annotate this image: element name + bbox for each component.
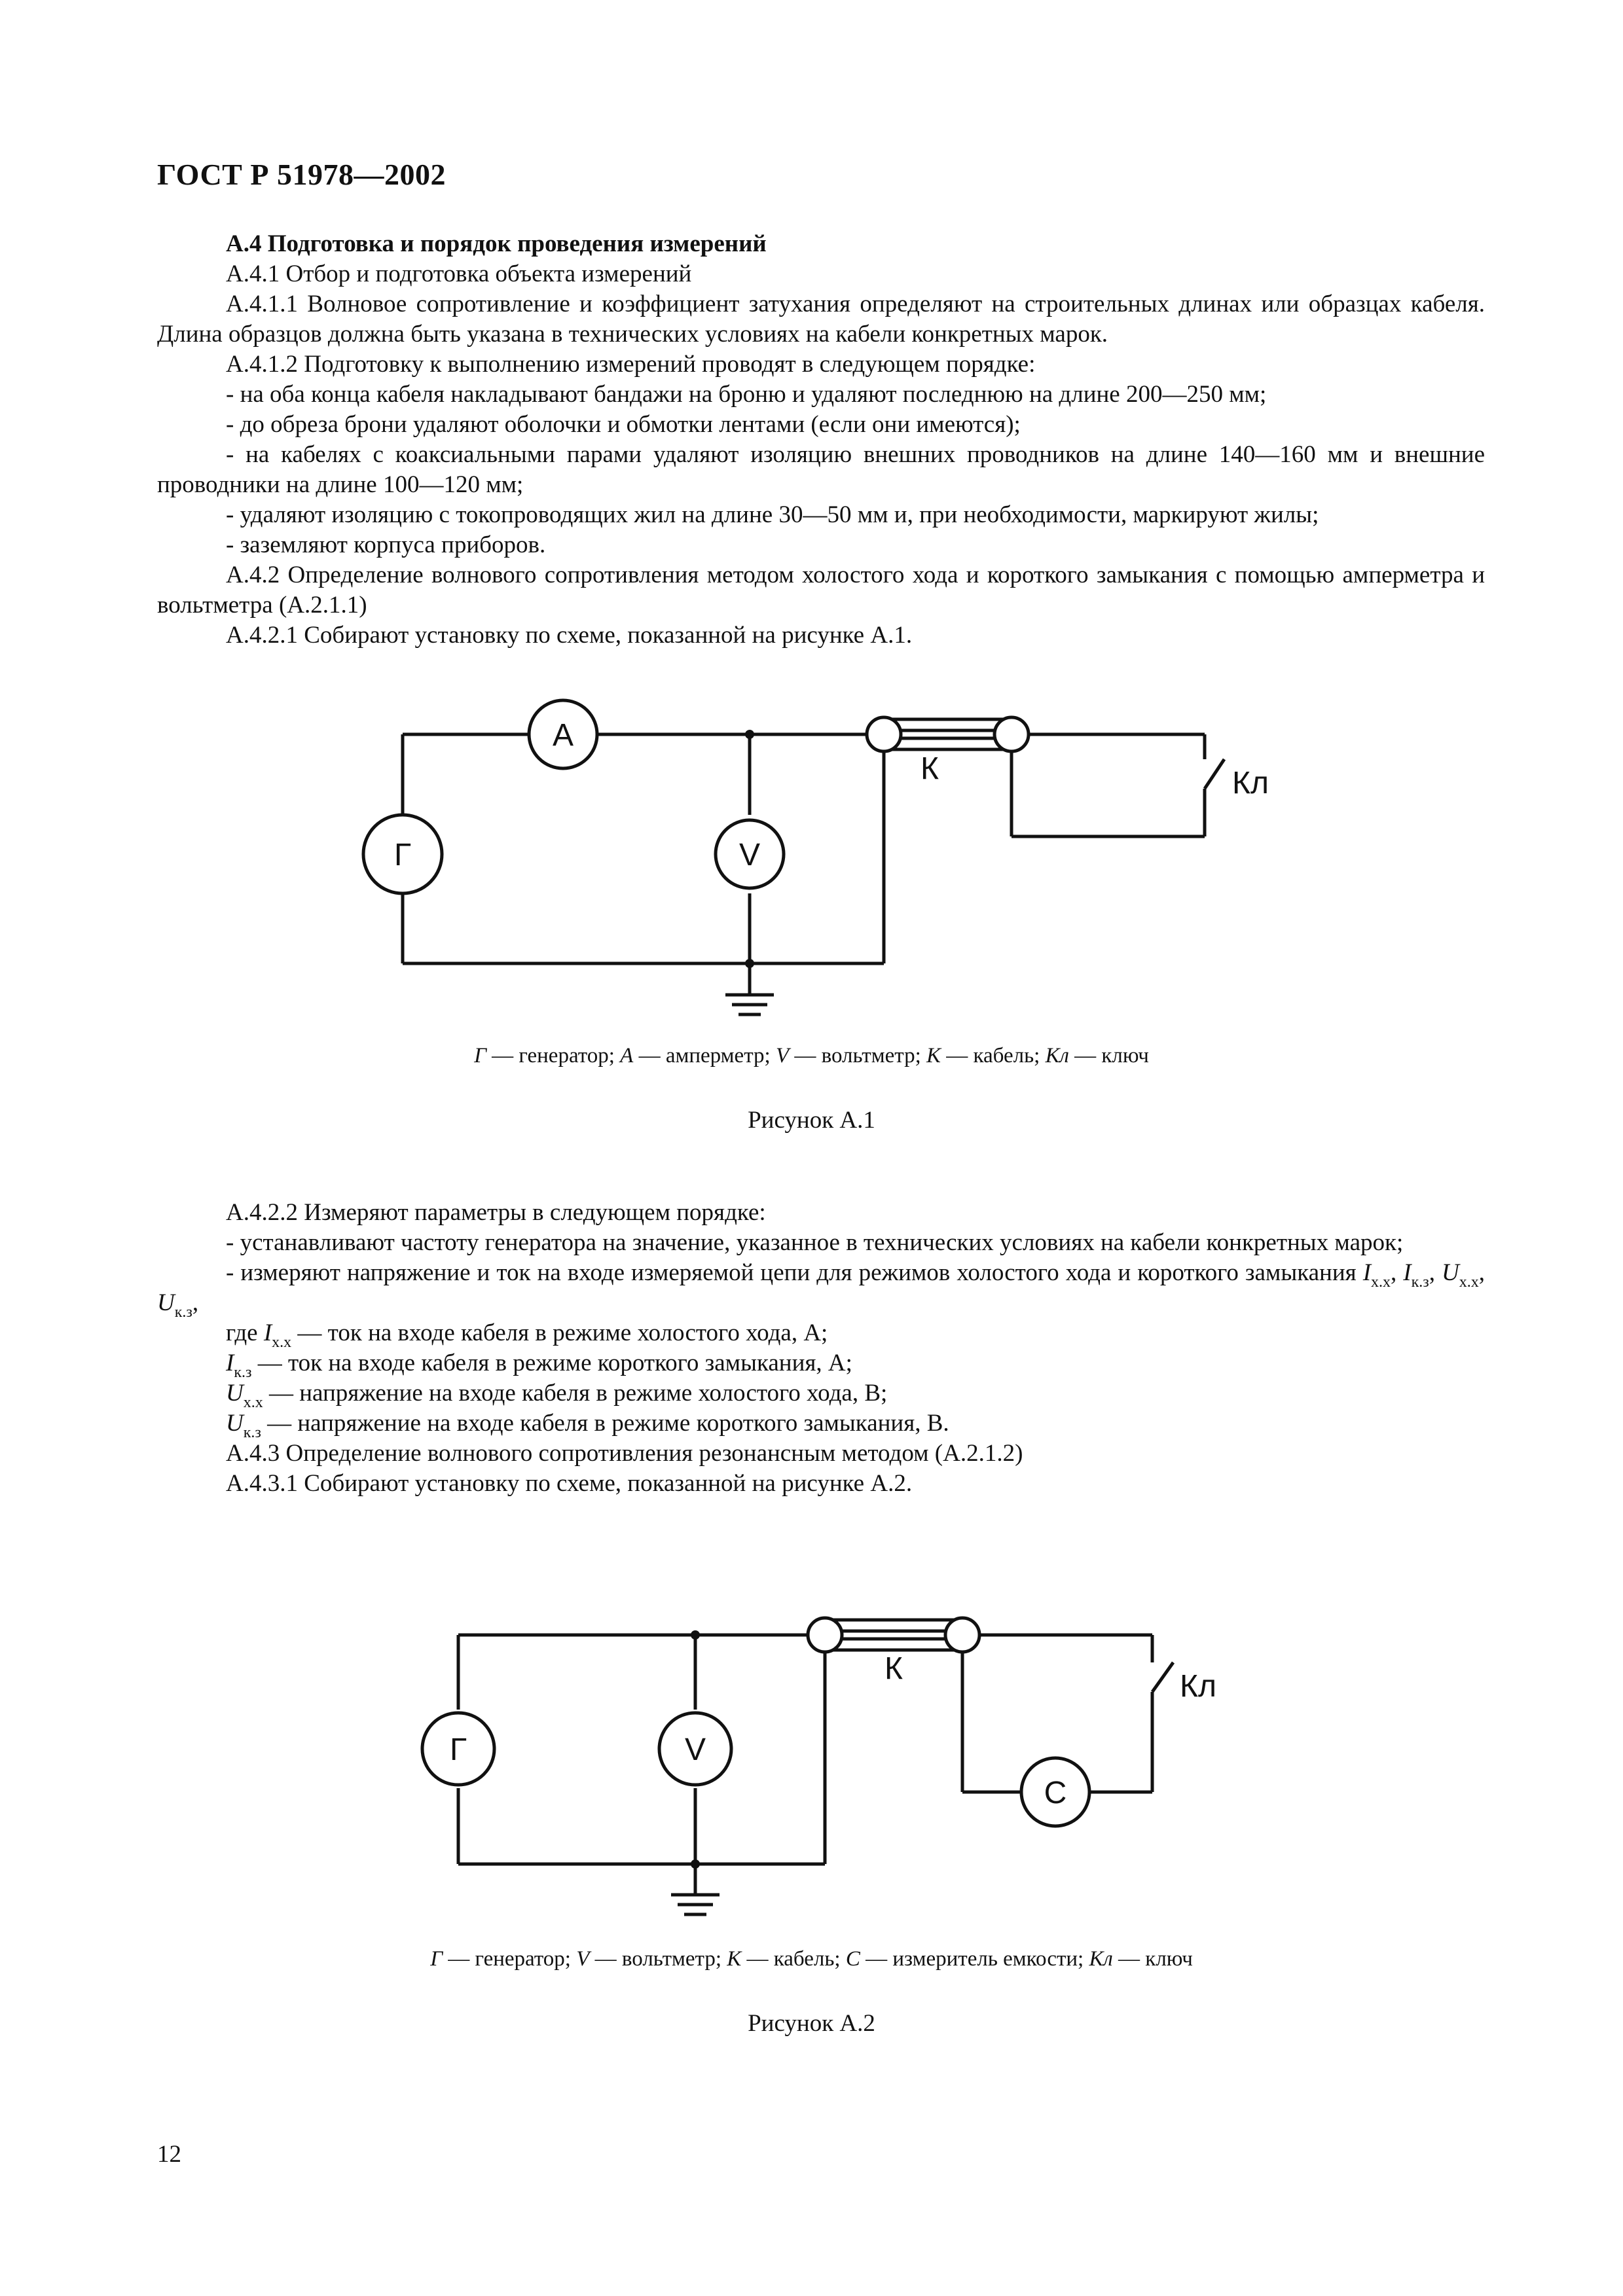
legend-text: — кабель; [741,1947,846,1971]
voltmeter-label: V [684,1732,706,1767]
list-item: - измеряют напряжение и ток на входе измеряемой цепи для режимов холостого хода и короткого замыкания $I_{х.х}$, $I_{к.з}$, $U_{х.х}$, $U_{к.з}$, [157,1259,1486,1321]
cable-end-right [945,1618,979,1652]
legend-symbol: V [576,1947,590,1971]
generator-label: Г [450,1732,467,1767]
section-heading: А.4 Подготовка и порядок проведения измерений [226,230,767,257]
legend-symbol: Г [474,1044,486,1067]
legend-text: — вольтметр; [589,1947,727,1971]
legend-symbol: К [727,1947,742,1971]
junction-dot [691,1859,700,1869]
definition-item: $U_{х.х}$ — напряжение на входе кабеля в режиме холостого хода, В; [226,1380,888,1411]
legend-text: — кабель; [940,1044,1046,1067]
legend-text: — амперметр; [633,1044,776,1067]
cable-label: К [884,1651,903,1686]
junction-dot [745,959,754,968]
legend-symbol: Г [430,1947,443,1971]
paragraph: А.4.3 Определение волнового сопротивления резонансным методом (А.2.1.2) [226,1440,1023,1467]
cable-end-left [808,1618,842,1652]
legend-symbol: Кл [1045,1044,1069,1067]
legend-text: — генератор; [486,1044,621,1067]
paragraph: А.4.2.1 Собирают установку по схеме, показанной на рисунке А.1. [226,622,913,649]
section-a4 [157,229,1485,651]
cable-end-left [867,717,901,751]
paragraph: А.4.2.2 Измеряют параметры в следующем порядке: [226,1199,766,1226]
section-a422 [157,1198,1485,1499]
figure-a2-title: Рисунок А.2 [748,2010,875,2037]
list-item: - устанавливают частоту генератора на значение, указанное в технических условиях на кабели конкретных марок; [226,1229,1404,1256]
generator-label: Г [394,838,411,872]
list-item: - удаляют изоляцию с токопроводящих жил на длине 30—50 мм и, при необходимости, маркируют жилы; [226,501,1319,528]
figure-a1-circuit [0,681,1623,1047]
paragraph: А.4.2 Определение волнового сопротивления методом холостого хода и короткого замыкания с помощью амперметра и вольтметра (А.2.1.1) [157,562,1485,619]
definition-item: где $I_{х.х}$ — ток на входе кабеля в режиме холостого хода, А; [226,1319,828,1351]
definition-item: $I_{к.з}$ — ток на входе кабеля в режиме короткого замыкания, А; [226,1350,852,1381]
paragraph: А.4.1.1 Волновое сопротивление и коэффициент затухания определяют на строительных длинах или образцах кабеля. Длина образцов должна быть указана в технических условиях на кабели конкретных марок. [157,291,1485,348]
junction-dot [745,730,754,739]
legend-text: — вольтметр; [789,1044,927,1067]
voltmeter-label: V [739,838,761,872]
legend-symbol: Кл [1089,1947,1113,1971]
list-item: - до обреза брони удаляют оболочки и обмотки лентами (если они имеются); [226,411,1021,438]
figure-a2-circuit [0,1577,1623,1944]
figure-a1-legend [0,1044,1623,1068]
list-item: - заземляют корпуса приборов. [226,531,546,558]
paragraph: А.4.3.1 Собирают установку по схеме, показанной на рисунке А.2. [226,1470,913,1497]
junction-dot [691,1630,700,1640]
legend-text: — ключ [1068,1044,1149,1067]
cable-end-right [994,717,1029,751]
legend-text: — генератор; [442,1947,577,1971]
key-label: Кл [1180,1669,1216,1704]
legend-text: — измеритель емкости; [860,1947,1089,1971]
legend-symbol: V [775,1044,790,1067]
legend-text: — ключ [1112,1947,1193,1971]
ammeter-label: A [552,718,574,753]
paragraph: А.4.1.2 Подготовку к выполнению измерений проводят в следующем порядке: [226,351,1036,378]
document-header: ГОСТ Р 51978—2002 [157,158,446,191]
figure-a2-legend [0,1947,1623,1971]
key-label: Кл [1232,766,1269,800]
page-number: 12 [157,2141,181,2168]
legend-symbol: С [845,1947,860,1971]
legend-symbol: А [620,1044,634,1067]
cable-label: К [921,751,939,786]
legend-symbol: К [926,1044,941,1067]
figure-a1-title: Рисунок А.1 [748,1107,875,1134]
definition-item: $U_{к.з}$ — напряжение на входе кабеля в режиме короткого замыкания, В. [226,1410,949,1441]
capacitance-label: С [1044,1776,1067,1810]
list-item: - на оба конца кабеля накладывают бандажи на броню и удаляют последнюю на длине 200—250 мм; [226,381,1267,408]
paragraph: А.4.1 Отбор и подготовка объекта измерений [226,260,692,287]
list-item: - на кабелях с коаксиальными парами удаляют изоляцию внешних проводников на длине 140—160 мм и внешние проводники на длине 100—120 мм; [157,441,1485,498]
